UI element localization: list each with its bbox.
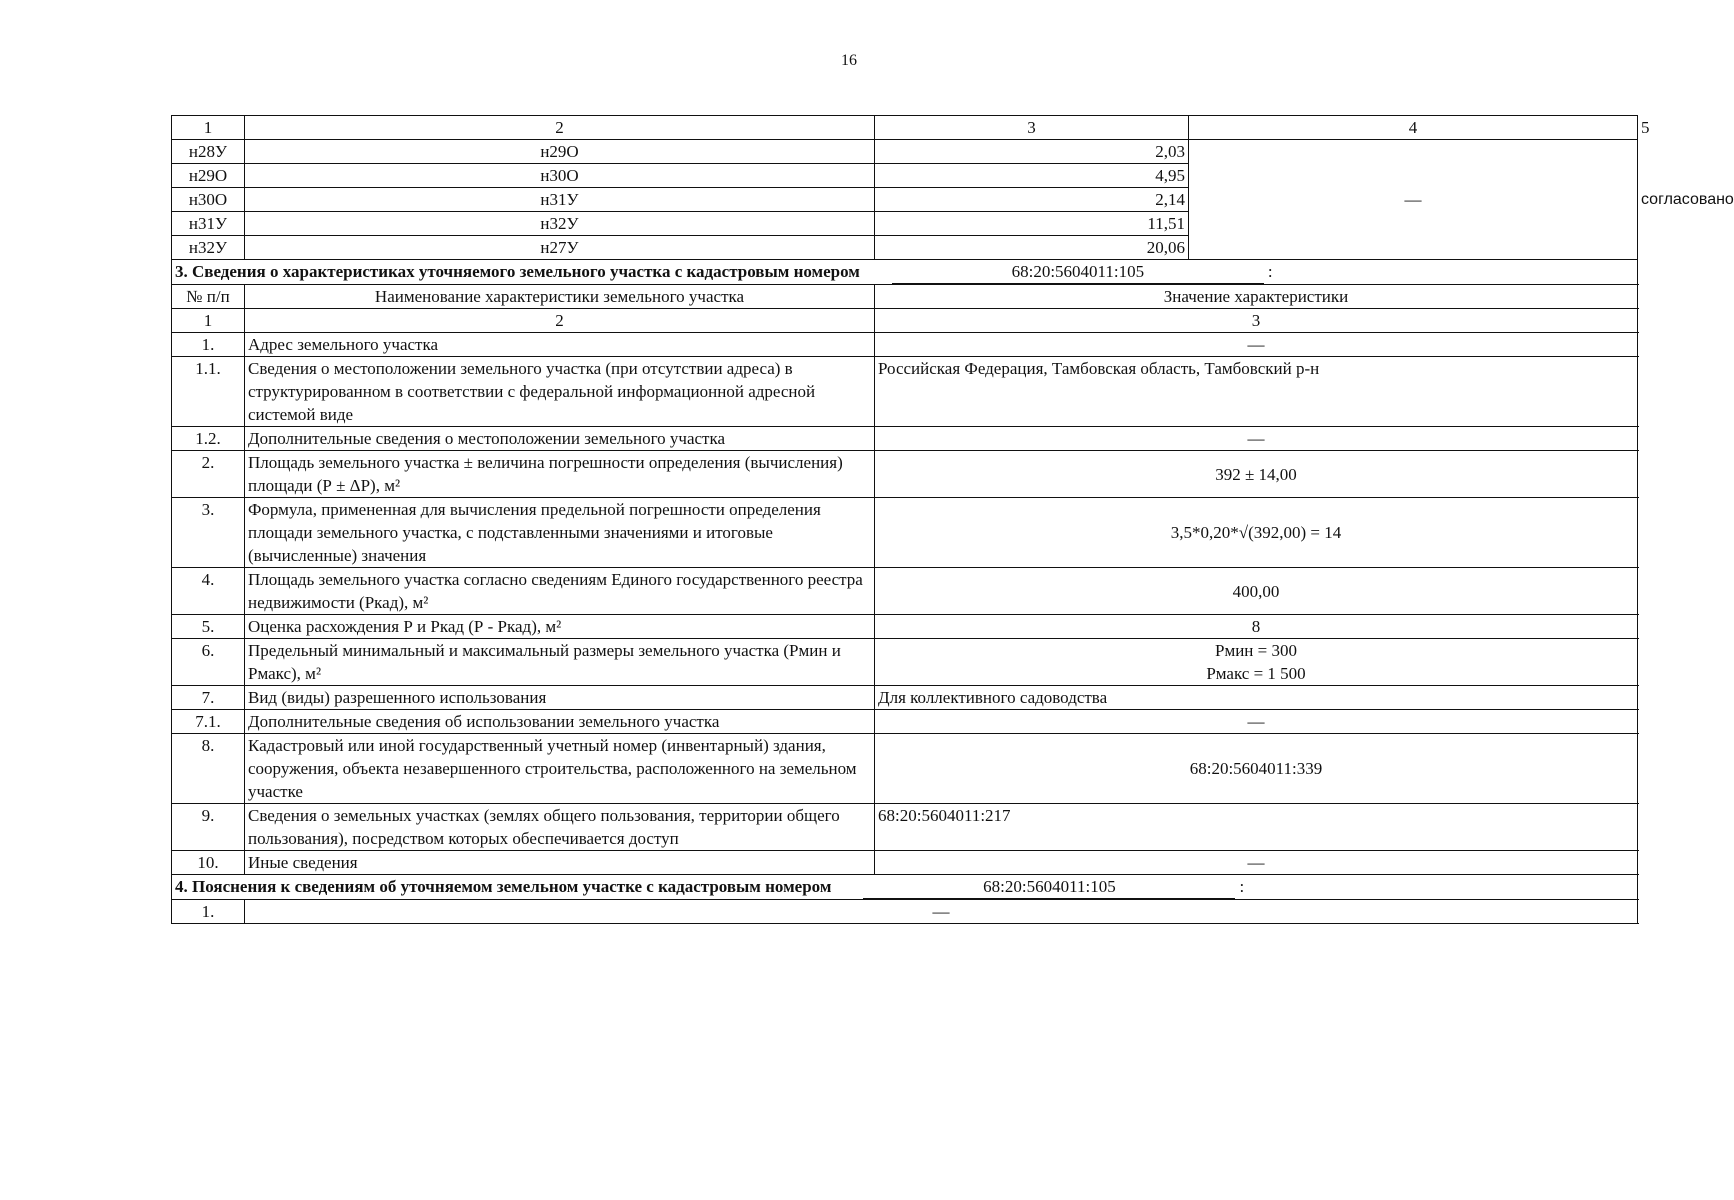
row-number: 1. <box>172 900 245 924</box>
boundary-col4-value: — <box>1189 140 1638 260</box>
characteristic-row <box>172 734 1638 804</box>
section4-heading <box>172 875 1638 900</box>
row-number: 3. <box>172 498 245 568</box>
characteristic-name: Формула, примененная для вычисления предельной погрешности определения площади земельного участка, с подставленными значениями и итоговые (вычисленные) значения <box>245 498 875 568</box>
header-value: Значение характеристики <box>875 285 1638 309</box>
characteristic-value <box>875 639 1638 686</box>
characteristic-row <box>172 451 1638 498</box>
column-number: 1 <box>172 116 245 140</box>
row-number: 9. <box>172 804 245 851</box>
section3-title: 3. Сведения о характеристиках уточняемого земельного участка с кадастровым номером <box>175 262 860 281</box>
column-number: 4 <box>1189 116 1638 140</box>
characteristic-row <box>172 710 1638 734</box>
header-number: 1 <box>172 309 245 333</box>
characteristic-name: Дополнительные сведения об использовании земельного участка <box>245 710 875 734</box>
boundary-to: н27У <box>245 236 875 260</box>
section3-heading <box>172 260 1638 285</box>
boundary-distance: 11,51 <box>875 212 1189 236</box>
characteristic-row <box>172 568 1638 615</box>
row-number: 2. <box>172 451 245 498</box>
section4-cadastral-number: 68:20:5604011:105 <box>863 876 1235 899</box>
section3-colon: : <box>1267 262 1273 281</box>
boundary-from: н31У <box>172 212 245 236</box>
section4-colon: : <box>1239 877 1245 896</box>
characteristic-row <box>172 333 1638 357</box>
column-number-row: 1 2 3 4 5 <box>172 116 1638 140</box>
characteristic-row <box>172 357 1638 427</box>
row-number: 5. <box>172 615 245 639</box>
characteristic-value: 68:20:5604011:339 <box>875 734 1638 804</box>
boundary-row: н28У н29О 2,03 — согласовано <box>172 140 1638 164</box>
characteristic-row <box>172 639 1638 686</box>
row-number: 1.1. <box>172 357 245 427</box>
characteristic-value: 392 ± 14,00 <box>875 451 1638 498</box>
characteristic-name: Иные сведения <box>245 851 875 875</box>
boundary-from: н30О <box>172 188 245 212</box>
characteristic-name: Дополнительные сведения о местоположении земельного участка <box>245 427 875 451</box>
boundary-to: н31У <box>245 188 875 212</box>
characteristic-value: 400,00 <box>875 568 1638 615</box>
characteristic-row <box>172 851 1638 875</box>
characteristic-value: 68:20:5604011:217 <box>875 804 1638 851</box>
cadastral-table <box>171 115 1734 924</box>
characteristic-value: — <box>875 851 1638 875</box>
explanation-value: — <box>245 900 1638 924</box>
characteristic-name: Предельный минимальный и максимальный размеры земельного участка (Рмин и Рмакс), м² <box>245 639 875 686</box>
characteristic-name: Оценка расхождения Р и Ркад (Р - Ркад), м² <box>245 615 875 639</box>
header-name: Наименование характеристики земельного участка <box>245 285 875 309</box>
section3-heading-row <box>172 260 1638 285</box>
section3-cadastral-number: 68:20:5604011:105 <box>892 261 1264 284</box>
characteristic-value: Российская Федерация, Тамбовская область, Тамбовский р-н <box>875 357 1638 427</box>
boundary-distance: 2,14 <box>875 188 1189 212</box>
characteristic-value: — <box>875 427 1638 451</box>
boundary-distance: 20,06 <box>875 236 1189 260</box>
section4-heading-row <box>172 875 1638 900</box>
header-number: 3 <box>875 309 1638 333</box>
characteristic-value: 3,5*0,20*√(392,00) = 14 <box>875 498 1638 568</box>
boundary-from: н28У <box>172 140 245 164</box>
area-max: Рмакс = 1 500 <box>1206 664 1306 683</box>
characteristic-row <box>172 498 1638 568</box>
boundary-distance: 4,95 <box>875 164 1189 188</box>
section3-header-row <box>172 285 1638 309</box>
boundary-to: н30О <box>245 164 875 188</box>
row-number: 7.1. <box>172 710 245 734</box>
boundary-from: н32У <box>172 236 245 260</box>
characteristic-value: Для коллективного садоводства <box>875 686 1638 710</box>
section4-title: 4. Пояснения к сведениям об уточняемом земельном участке с кадастровым номером <box>175 877 832 896</box>
characteristic-value: — <box>875 710 1638 734</box>
row-number: 6. <box>172 639 245 686</box>
section3-header-number-row <box>172 309 1638 333</box>
characteristic-name: Адрес земельного участка <box>245 333 875 357</box>
characteristic-row <box>172 427 1638 451</box>
boundary-from: н29О <box>172 164 245 188</box>
characteristic-name: Площадь земельного участка согласно сведениям Единого государственного реестра недвижимости (Ркад), м² <box>245 568 875 615</box>
row-number: 1.2. <box>172 427 245 451</box>
row-number: 8. <box>172 734 245 804</box>
column-number: 2 <box>245 116 875 140</box>
area-min: Рмин = 300 <box>1215 641 1297 660</box>
explanation-row <box>172 900 1638 924</box>
row-number: 10. <box>172 851 245 875</box>
column-number: 3 <box>875 116 1189 140</box>
boundary-to: н32У <box>245 212 875 236</box>
characteristic-row <box>172 615 1638 639</box>
header-num: № п/п <box>172 285 245 309</box>
characteristic-name: Вид (виды) разрешенного использования <box>245 686 875 710</box>
characteristic-row <box>172 804 1638 851</box>
characteristic-name: Сведения о местоположении земельного участка (при отсутствии адреса) в структурированном в соответствии с федеральной информационной адресной системой виде <box>245 357 875 427</box>
page-number: 16 <box>841 52 857 69</box>
characteristic-value: — <box>875 333 1638 357</box>
characteristic-name: Кадастровый или иной государственный учетный номер (инвентарный) здания, сооружения, объекта незавершенного строительства, расположенного на земельном участке <box>245 734 875 804</box>
row-number: 7. <box>172 686 245 710</box>
characteristic-name: Площадь земельного участка ± величина погрешности определения (вычисления) площади (Р ± ΔР), м² <box>245 451 875 498</box>
row-number: 1. <box>172 333 245 357</box>
characteristic-row <box>172 686 1638 710</box>
boundary-to: н29О <box>245 140 875 164</box>
boundary-distance: 2,03 <box>875 140 1189 164</box>
row-number: 4. <box>172 568 245 615</box>
characteristic-name: Сведения о земельных участках (землях общего пользования, территории общего пользования), посредством которых обеспечивается доступ <box>245 804 875 851</box>
characteristic-value: 8 <box>875 615 1638 639</box>
header-number: 2 <box>245 309 875 333</box>
